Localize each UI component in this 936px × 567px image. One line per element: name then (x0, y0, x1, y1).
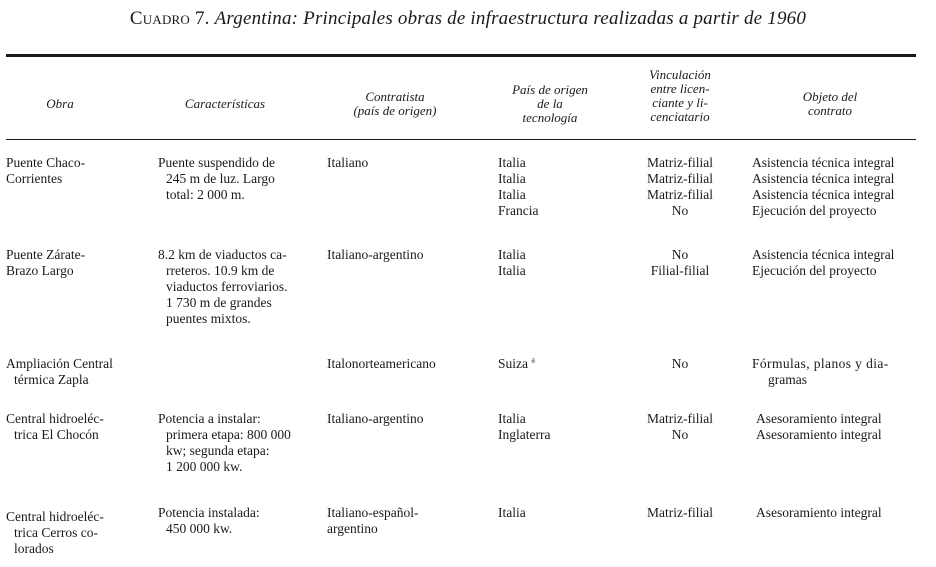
cell-caracteristicas (158, 505, 260, 537)
cell-line: Italiano-argentino (327, 411, 424, 426)
cell-line: 8.2 km de viaductos ca- (158, 247, 287, 262)
footnote-marker: a (531, 355, 535, 365)
cell-obra (6, 356, 113, 388)
cell-line: Puente suspendido de (158, 155, 275, 170)
table-caption: Argentina: Principales obras de infraestructura realizadas a partir de 1960 (214, 8, 807, 29)
header-contratista-line: Contratista (365, 89, 425, 104)
cell-objeto (752, 247, 894, 279)
header-objeto-line: contrato (807, 103, 853, 118)
header-vinculacion-line: ciante y li- (652, 95, 708, 110)
cell-line: Potencia instalada: (158, 505, 260, 520)
header-rule (6, 139, 916, 140)
cell-line: No (671, 203, 689, 218)
header-contratista-line: (país de origen) (353, 103, 437, 118)
cell-line: Inglaterra (498, 427, 551, 442)
header-pais-line: tecnología (522, 110, 578, 125)
cell-pais (498, 356, 535, 372)
cell-line: 450 000 kw. (166, 521, 233, 536)
cell-line: Puente Chaco- (6, 155, 86, 170)
header-obra (30, 97, 90, 111)
cell-vinculacion (630, 155, 730, 219)
cell-contratista (327, 505, 418, 537)
cell-line: argentino (327, 521, 378, 536)
cell-line: No (671, 356, 689, 371)
cell-line: Italia (498, 155, 526, 170)
cell-line: Italia (498, 263, 526, 278)
cell-vinculacion (630, 411, 730, 443)
cell-pais (498, 247, 526, 279)
cell-line: Central hidroeléc- (6, 509, 104, 524)
cell-line: Filial-filial (650, 263, 710, 278)
cell-line: Matriz-filial (647, 411, 713, 426)
cell-obra (6, 247, 85, 279)
cell-line: No (671, 427, 689, 442)
cell-line: Francia (498, 203, 539, 218)
header-pais (490, 83, 610, 125)
cell-line: Italiano-argentino (327, 247, 424, 262)
cell-contratista (327, 155, 368, 171)
header-obra-text: Obra (46, 96, 74, 111)
cell-contratista (327, 411, 423, 427)
cell-line: Matriz-filial (647, 171, 713, 186)
cell-obra (6, 509, 104, 557)
cell-line (498, 356, 535, 372)
cell-line: Italia (498, 411, 526, 426)
cell-line: Brazo Largo (6, 263, 74, 278)
cell-objeto (752, 356, 889, 388)
cell-contratista (327, 247, 423, 263)
cell-line: rreteros. 10.9 km de (166, 263, 275, 278)
cell-line: Matriz-filial (647, 187, 713, 202)
cell-line: Asesoramiento integral (756, 427, 882, 442)
cell-objeto (752, 155, 894, 219)
cell-pais (498, 155, 538, 219)
cell-line: lorados (14, 541, 54, 556)
cell-line: 245 m de luz. Largo (166, 171, 275, 186)
cell-contratista (327, 356, 436, 372)
cell-line: Fórmulas, planos y dia- (752, 356, 889, 371)
cell-line: Italia (498, 247, 526, 262)
cell-caracteristicas (158, 411, 291, 475)
header-vinculacion-line: cenciatario (650, 109, 710, 124)
cell-line: Ampliación Central (6, 356, 113, 371)
cell-line: Italia (498, 187, 526, 202)
cell-line: Asistencia técnica integral (752, 187, 895, 202)
header-pais-line: de la (537, 96, 563, 111)
header-vinculacion-line: Vinculación (649, 67, 711, 82)
cell-line: 1 200 000 kw. (166, 459, 243, 474)
cell-line: puentes mixtos. (166, 311, 251, 326)
cell-line: térmica Zapla (14, 372, 89, 387)
cell-line: Asesoramiento integral (756, 411, 882, 426)
cell-line: Matriz-filial (647, 505, 713, 520)
header-vinculacion-line: entre licen- (650, 81, 710, 96)
cell-vinculacion (630, 247, 730, 279)
cell-line: viaductos ferroviarios. (166, 279, 288, 294)
cell-pais (498, 411, 550, 443)
top-rule (6, 54, 916, 57)
cell-line: Asistencia técnica integral (752, 171, 895, 186)
header-objeto-line: Objeto del (802, 89, 858, 104)
cell-line: trica Cerros co- (14, 525, 98, 540)
table-number: Cuadro 7. (129, 8, 210, 29)
header-contratista (330, 90, 460, 118)
header-caracteristicas-text: Características (184, 96, 266, 111)
cell-line: Italonorteamericano (327, 356, 436, 371)
cell-objeto (756, 505, 882, 521)
table-title (0, 8, 936, 30)
cell-obra (6, 155, 85, 187)
cell-line: total: 2 000 m. (166, 187, 245, 202)
header-objeto (770, 90, 890, 118)
cell-line: Matriz-filial (647, 155, 713, 170)
cell-line: Puente Zárate- (6, 247, 86, 262)
cell-line: trica El Chocón (14, 427, 99, 442)
cell-line: primera etapa: 800 000 (166, 427, 291, 442)
cell-pais (498, 505, 526, 521)
cell-line: kw; segunda etapa: (166, 443, 270, 458)
cell-vinculacion (630, 505, 730, 521)
cell-vinculacion (630, 356, 730, 372)
header-caracteristicas (165, 97, 285, 111)
cell-line: Asesoramiento integral (756, 505, 882, 520)
cell-line: Ejecución del proyecto (752, 263, 877, 278)
cell-line: Ejecución del proyecto (752, 203, 877, 218)
cell-line: No (671, 247, 689, 262)
cell-caracteristicas (158, 155, 275, 203)
cell-caracteristicas (158, 247, 287, 327)
cell-line: gramas (768, 372, 807, 387)
cell-line: Italiano (327, 155, 369, 170)
cell-line: Central hidroeléc- (6, 411, 104, 426)
cell-line: Potencia a instalar: (158, 411, 261, 426)
cell-line: Italiano-español- (327, 505, 419, 520)
cell-obra (6, 411, 104, 443)
cell-line: Asistencia técnica integral (752, 247, 895, 262)
header-vinculacion (630, 68, 730, 124)
cell-line: Corrientes (6, 171, 63, 186)
country-name: Suiza (498, 356, 528, 371)
cell-line: Italia (498, 171, 526, 186)
cell-line: 1 730 m de grandes (166, 295, 272, 310)
cell-line: Italia (498, 505, 526, 520)
cell-objeto (756, 411, 882, 443)
cell-line: Asistencia técnica integral (752, 155, 895, 170)
header-pais-line: País de origen (512, 82, 588, 97)
